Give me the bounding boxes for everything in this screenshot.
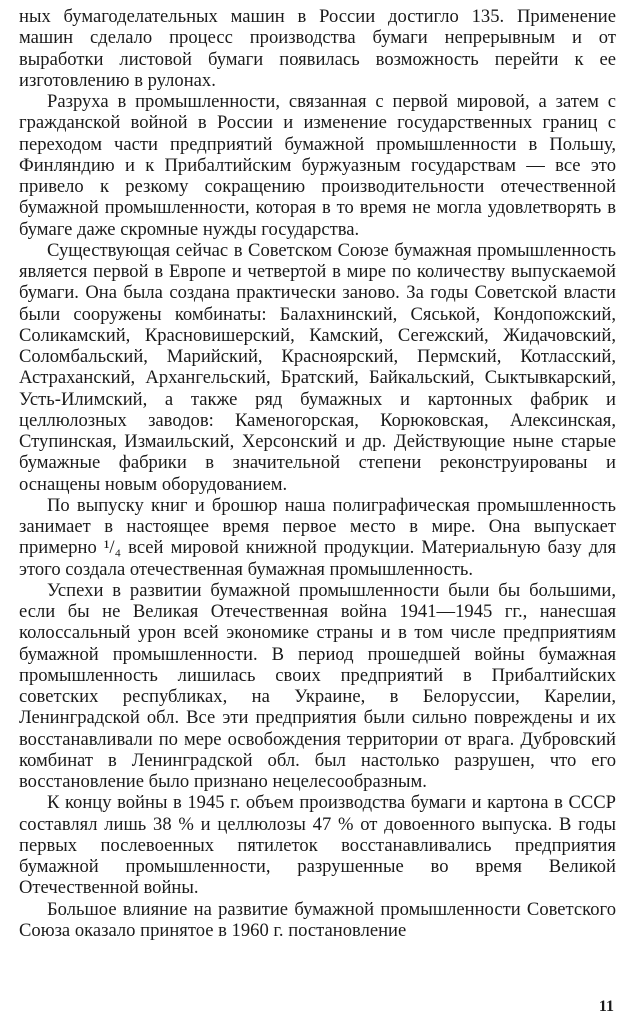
paragraph-2: Разруха в промышленности, связанная с первой мировой, а затем с гражданской войной в России и изменение государственных границ с переходом части предприятий бумажной промышленности в Польшу, Финляндию и к Прибалтийским буржуазным государствам — все это привело к резкому сокращению производительности отечественной бумажной промышленности, которая в то время не могла удовлетворять в бумаге даже скромные нужды государства. (19, 91, 616, 240)
page-number: 11 (598, 998, 614, 1015)
paragraph-7: Большое влияние на развитие бумажной промышленности Советского Союза оказало принятое в 1960 г. постановление (19, 898, 616, 941)
paragraph-5: Успехи в развитии бумажной промышленности были бы большими, если бы не Великая Отечественная война 1941—1945 гг., нанесшая колоссальный урон всей экономике страны и в том числе предприятиям бумажной промышленности. В период прошедшей войны бумажная промышленность лишилась своих предприятий в Прибалтийских советских республиках, на Украине, в Белоруссии, Карелии, Ленинградской обл. Все эти предприятия были сильно повреждены и их восстанавливали по мере освобождения территории от врага. Дубровский комбинат в Ленинградской обл. был настолько разрушен, что его восстановление было признано нецелесообразным. (19, 579, 616, 792)
paragraph-3: Существующая сейчас в Советском Союзе бумажная промышленность является первой в Европе и четвертой в мире по количеству выпускаемой бумаги. Она была создана практически заново. За годы Советской власти были сооружены комбинаты: Балахнинский, Сяськой, Кондопожский, Соликамский, Красновишерский, Камский, Сегежский, Жидачовский, Соломбальский, Марийский, Красноярский, Пермский, Котласский, Астраханский, Архангельский, Братский, Байкальский, Сыктывкарский, Усть-Илимский, а также ряд бумажных и картонных фабрик и целлюлозных заводов: Каменогорская, Корюковская, Алексинская, Ступинская, Измаильский, Херсонский и др. Действующие ныне старые бумажные фабрики в значительной степени реконструированы и оснащены новым оборудованием. (19, 239, 616, 495)
paragraph-6: К концу войны в 1945 г. объем производства бумаги и картона в СССР составлял лишь 38 % и целлюлозы 47 % от довоенного выпуска. В годы первых послевоенных пятилеток восстанавливались предприятия бумажной промышленности, разрушенные во время Великой Отечественной войны. (19, 792, 616, 899)
paragraph-4: По выпуску книг и брошюр наша полиграфическая промышленность занимает в настоящее время первое место в мире. Она выпускает примерно ¹/₄ всей мировой книжной продукции. Материальную базу для этого создала отечественная бумажная промышленность. (19, 494, 616, 580)
paragraph-1: ных бумагоделательных машин в России достигло 135. Применение машин сделало процесс производства бумаги непрерывным и от выработки листовой бумаги появилась возможность перейти к ее изготовлению в рулонах. (19, 6, 616, 91)
page-body (19, 6, 616, 941)
